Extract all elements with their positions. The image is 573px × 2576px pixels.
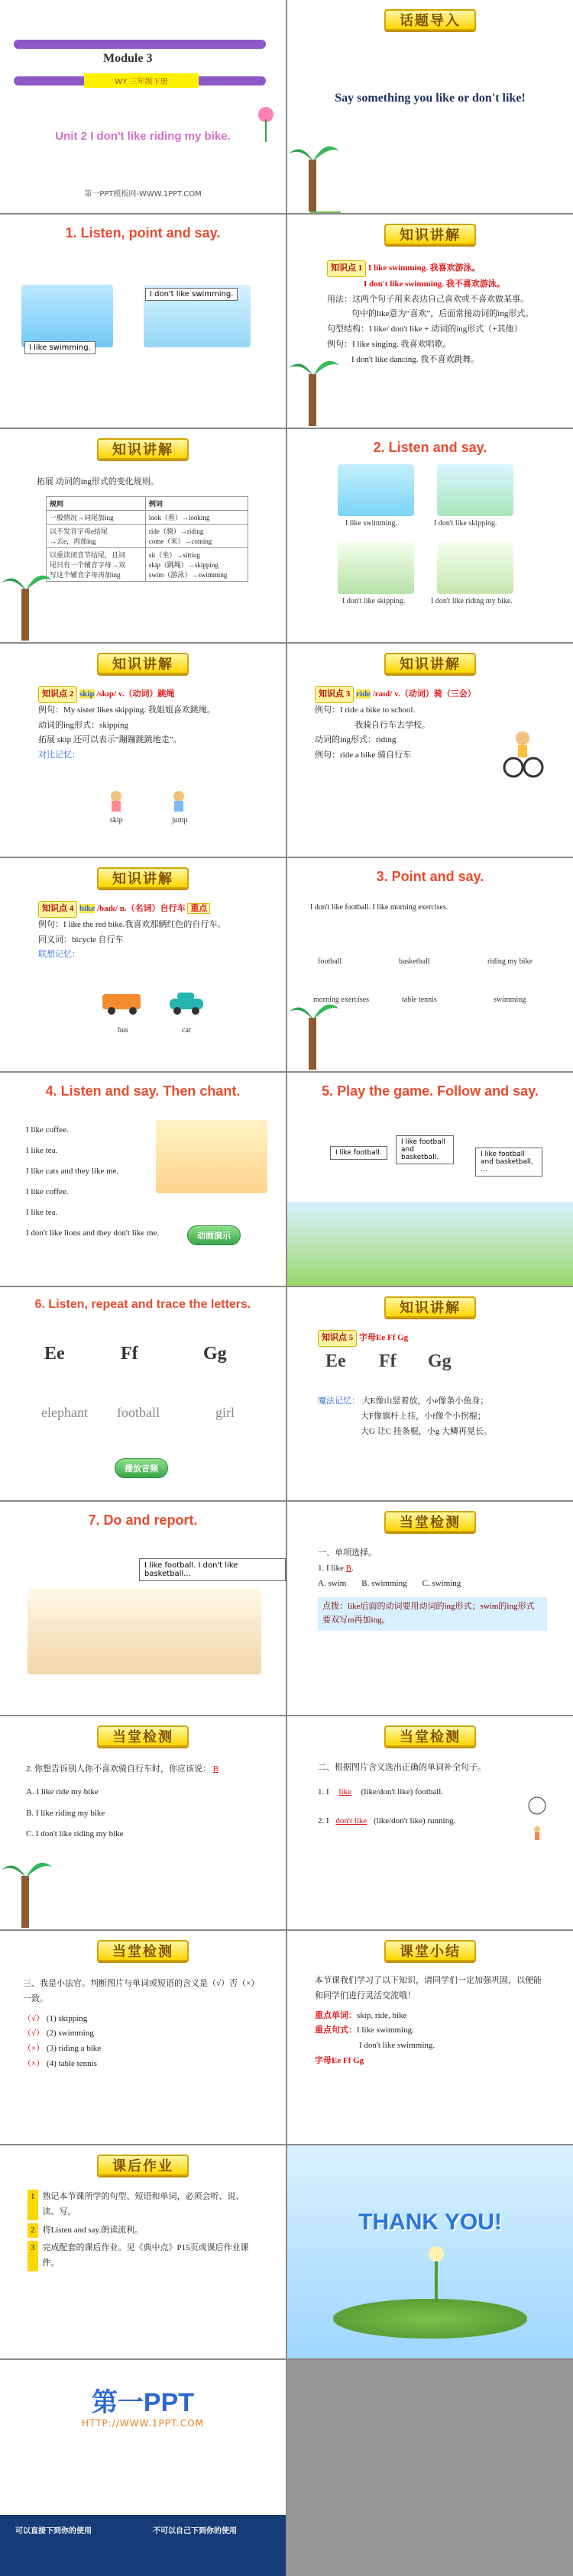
quiz-question: 1. I like bbox=[318, 1563, 344, 1573]
example-1-cn: 我骑自行车去学校。 bbox=[354, 720, 430, 730]
ride-content bbox=[315, 686, 521, 763]
palm-tree-icon bbox=[287, 987, 341, 1071]
slide-title: 1. Listen, point and say. bbox=[65, 225, 221, 240]
word-elephant: elephant bbox=[41, 1405, 88, 1420]
word-jump-label: jump bbox=[172, 816, 188, 825]
example-sentence: 例句：I like the red bike.我喜欢那辆红色的自行车。 bbox=[38, 919, 226, 929]
flower-icon bbox=[254, 105, 278, 145]
option-c: C. I don't like riding my bike bbox=[26, 1829, 124, 1839]
slide-banner: 当堂检测 bbox=[97, 1725, 189, 1747]
rhyme-2: 大F像旗杆上挂，小f像个小拐棍； bbox=[361, 1411, 486, 1421]
letters-point bbox=[318, 1330, 408, 1347]
trace-letter-f: Ff bbox=[379, 1351, 397, 1371]
bus-icon bbox=[99, 988, 144, 1018]
homework-item-2: 将Listen and say.朗读流利。 bbox=[42, 2225, 144, 2235]
summary-intro: 本节课我们学习了以下知识，请同学们一定加强巩固，以便能和同学们进行灵活交流哦！ bbox=[315, 1976, 542, 2000]
slide-title: 6. Listen, repeat and trace the letters. bbox=[34, 1298, 251, 1311]
extension: 拓展 skip 还可以表示“蹦蹦跳跳地走”。 bbox=[38, 735, 182, 745]
slide-title bbox=[0, 0, 286, 213]
skip-content bbox=[38, 686, 267, 763]
park-background bbox=[287, 1202, 573, 1286]
line-2-answer: don't like bbox=[335, 1816, 367, 1825]
table-cell: 以重读闭音节结尾，且词 尾只有一个辅音字母→双 写这个辅音字母再加ing bbox=[47, 548, 146, 582]
homework-item-3: 完成配套的课后作业。见《典中点》P15页或课后作业课件。 bbox=[42, 2243, 249, 2268]
brand-url: HTTP://WWW.1PPT.COM bbox=[82, 2418, 204, 2429]
activity-table-tennis: table tennis bbox=[402, 996, 437, 1004]
slide-point-say bbox=[287, 858, 573, 1071]
chant-line: I like cats and they like me. bbox=[26, 1166, 119, 1176]
quiz-answer: B bbox=[212, 1764, 219, 1774]
caption-4: I don't like riding my bike. bbox=[431, 597, 513, 605]
activity-football: football bbox=[318, 957, 342, 966]
key-sentence-2: I don't like swimming. bbox=[359, 2041, 435, 2051]
footer-right-title: 不可以自己下到你的使用 bbox=[153, 2527, 237, 2536]
letters-focus: 字母Ee Ff Gg bbox=[359, 1333, 409, 1342]
quiz-content bbox=[318, 1546, 547, 1631]
flower-plant-icon bbox=[420, 2243, 452, 2307]
slide-play-game bbox=[287, 1073, 573, 1286]
trace-letter-e: Ee bbox=[325, 1351, 346, 1371]
slide-title: 2. Listen and say. bbox=[373, 440, 487, 455]
table-cell: look（看）→looking bbox=[145, 511, 248, 525]
knowledge-content bbox=[327, 260, 556, 368]
activity-riding-bike: riding my bike bbox=[487, 957, 533, 966]
quiz-4-content bbox=[23, 1977, 260, 2072]
table-header-example: 例词 bbox=[145, 497, 248, 511]
slide-knowledge-1 bbox=[287, 215, 573, 428]
letters-g: Gg bbox=[203, 1344, 227, 1364]
picture-3 bbox=[338, 542, 414, 594]
quiz-period: . bbox=[351, 1563, 354, 1573]
key-sentences-label: 重点句式： bbox=[315, 2026, 357, 2035]
line-1-answer: like bbox=[338, 1787, 351, 1796]
picture-2 bbox=[437, 464, 513, 516]
palm-tree-icon bbox=[287, 344, 341, 428]
slide-thank-you bbox=[287, 2145, 573, 2358]
knowledge-point-tag: 知识点 5 bbox=[318, 1330, 357, 1347]
purple-rod bbox=[14, 40, 266, 49]
slide-quiz-2 bbox=[0, 1716, 286, 1929]
slide-listen-say bbox=[287, 429, 573, 642]
sentence-1: I like swimming. 我喜欢游泳。 bbox=[368, 263, 481, 273]
letters-f: Ff bbox=[121, 1344, 138, 1364]
mark-3: （×） bbox=[23, 2044, 45, 2054]
example-1: 例句：I like singing. 我喜欢唱歌。 bbox=[327, 339, 452, 349]
slide-banner: 知识讲解 bbox=[384, 653, 476, 674]
slide-do-report bbox=[0, 1502, 286, 1715]
mark-2: （√） bbox=[23, 2029, 45, 2039]
speech-bubble-like: I like swimming. bbox=[24, 341, 96, 354]
slide-title: 5. Play the game. Follow and say. bbox=[322, 1083, 539, 1099]
word-car-label: car bbox=[182, 1026, 192, 1035]
slide-banner: 知识讲解 bbox=[97, 867, 189, 889]
speech-bubble-3: I like football and basketball, ... bbox=[475, 1148, 542, 1177]
homework-num-2: 2 bbox=[28, 2223, 38, 2239]
line-1-start: 1. I bbox=[318, 1787, 329, 1796]
example-1: 例句：I ride a bike to school. bbox=[315, 705, 416, 715]
slide-quiz-4 bbox=[0, 1931, 286, 2144]
prompt-text: Say something you like or don't like! bbox=[335, 92, 526, 105]
activity-swimming: swimming bbox=[494, 996, 526, 1004]
chant-picture bbox=[156, 1120, 267, 1193]
word-pronunciation: /raɪd/ v.（动词）骑（三会） bbox=[372, 689, 476, 699]
swimming-picture-left bbox=[21, 285, 113, 347]
homework-num-3: 3 bbox=[28, 2241, 38, 2271]
chant-line: I like tea. bbox=[26, 1145, 58, 1155]
animation-demo-button[interactable]: 动画演示 bbox=[187, 1225, 241, 1245]
key-words-value: skip, ride, bike bbox=[357, 2010, 407, 2020]
rhyme-3: 大G 让C 挂条棍，小g 大鳞再晃长。 bbox=[361, 1426, 493, 1436]
speech-bubble-1: I like football. bbox=[330, 1146, 387, 1160]
table-cell: 一般情况→词尾加ing bbox=[47, 511, 146, 525]
option-a: A. I like ride my bike bbox=[26, 1787, 99, 1796]
activity-basketball: basketball bbox=[399, 957, 430, 966]
chant-line: I like coffee. bbox=[26, 1125, 69, 1135]
homework-item-1: 熟记本节课所学的句型、短语和单词，必须会听、说、读、写。 bbox=[42, 2192, 244, 2216]
slide-quiz-1 bbox=[287, 1502, 573, 1715]
speech-bubble-2: I like football and basketball. bbox=[396, 1135, 454, 1164]
table-lead: 拓展 动词的ing形式的变化规则。 bbox=[37, 477, 159, 486]
knowledge-point-tag: 知识点 4 bbox=[38, 901, 77, 918]
publisher-badge: WY 三年级下册 bbox=[84, 73, 199, 88]
example-2: I don't like dancing. 我不喜欢跳舞。 bbox=[351, 354, 480, 364]
slide-listen-chant bbox=[0, 1073, 286, 1286]
caption-1: I like swimming. bbox=[345, 519, 398, 528]
brand-name: 第一PPT bbox=[91, 2388, 195, 2417]
slide-knowledge-letters bbox=[287, 1287, 573, 1500]
slide-knowledge-bike bbox=[0, 858, 286, 1071]
quiz-2-content bbox=[26, 1762, 255, 1842]
rhyme-label: 魔法记忆： bbox=[318, 1396, 360, 1406]
table-header-rule: 规则 bbox=[47, 497, 146, 511]
slide-banner: 课后作业 bbox=[97, 2155, 189, 2176]
word-pronunciation: /baɪk/ n.（名词）自行车 bbox=[96, 904, 186, 913]
brand-footer-bar bbox=[0, 2515, 286, 2576]
example-2: 例句：ride a bike 骑自行车 bbox=[315, 751, 412, 760]
slide-banner: 知识讲解 bbox=[384, 224, 476, 245]
quiz-heading: 三、我是小法官。判断图片与单词或短语的含义是（√）否（×）一致。 bbox=[23, 1979, 260, 2003]
word-pronunciation: /skɪp/ v.（动词）跳绳 bbox=[96, 689, 175, 699]
usage-text-2: 句中的like意为“喜欢”，后面常接动词的ing形式。 bbox=[351, 309, 534, 319]
activity-morning-exercises: morning exercises bbox=[313, 996, 370, 1004]
car-icon bbox=[165, 988, 209, 1018]
slide-banner: 课堂小结 bbox=[384, 1940, 476, 1961]
football-icon bbox=[527, 1796, 547, 1816]
caption-3: I don't like skipping. bbox=[342, 597, 406, 605]
slide-banner: 当堂检测 bbox=[384, 1511, 476, 1532]
palm-tree-icon bbox=[0, 1845, 53, 1929]
slide-banner: 当堂检测 bbox=[384, 1725, 476, 1747]
slide-trace-letters bbox=[0, 1287, 286, 1500]
association-label: 联想记忆： bbox=[38, 950, 80, 960]
structure-text: 句型结构：I like/ don't like + 动词的ing形式（+其他） bbox=[327, 324, 523, 334]
chant-line: I don't like lions and they don't like me. bbox=[26, 1228, 160, 1238]
slide-title: 3. Point and say. bbox=[376, 869, 484, 884]
picture-4 bbox=[437, 542, 513, 594]
item-2: (2) swimming bbox=[46, 2029, 94, 2039]
caption-2: I don't like skipping. bbox=[434, 519, 497, 528]
option-a: A. swim bbox=[318, 1578, 347, 1588]
homework-list bbox=[28, 2190, 257, 2271]
top-sentence: I don't like football. I like morning exercises. bbox=[310, 903, 448, 912]
tip-box: 点拨：like后面的动词要用动词的ing形式；swim的ing形式要双写m再加ing。 bbox=[318, 1597, 547, 1630]
chant-line: I like coffee. bbox=[26, 1186, 69, 1196]
quiz-answer: B bbox=[345, 1563, 352, 1573]
quiz-heading: 二、根据图片含义选出正确的单词补全句子。 bbox=[318, 1763, 486, 1772]
word-skip: skip bbox=[79, 689, 95, 699]
trace-letter-g: Gg bbox=[428, 1351, 452, 1371]
synonym: 同义词：bicycle 自行车 bbox=[38, 935, 124, 944]
slide-homework bbox=[0, 2145, 286, 2358]
module-title: Module 3 bbox=[103, 52, 153, 65]
slide-listen-point-say bbox=[0, 215, 286, 428]
table-cell: sit（坐）→sitting skip（跳绳）→skipping swim（游泳）→swimming bbox=[145, 548, 248, 582]
word-football: football bbox=[117, 1405, 160, 1420]
slide-title: 4. Listen and say. Then chant. bbox=[45, 1083, 241, 1099]
ing-rule-table bbox=[46, 496, 248, 582]
quiz-question: 2. 你想告诉别人你不喜欢骑自行车时，你应该说： bbox=[26, 1764, 211, 1774]
chant-lines bbox=[26, 1120, 159, 1244]
key-sentence-1: I like swimming. bbox=[357, 2026, 414, 2035]
option-c: C. swiming bbox=[422, 1578, 461, 1588]
item-3: (3) riding a bike bbox=[46, 2044, 102, 2054]
line-1-end: (like/don't like) football. bbox=[361, 1787, 444, 1796]
table-cell: 以不发音字母e结尾 →去e，再加ing bbox=[47, 525, 146, 548]
chant-line: I like tea. bbox=[26, 1207, 58, 1217]
footer-left-title: 可以直接下到你的使用 bbox=[15, 2527, 92, 2536]
thank-you-text: THANK YOU! bbox=[358, 2210, 502, 2235]
footer-text: 第一PPT模板网-WWW.1PPT.COM bbox=[84, 190, 202, 199]
slide-knowledge-ride bbox=[287, 644, 573, 857]
example-sentence: 例句：My sister likes skipping. 我姐姐喜欢跳绳。 bbox=[38, 705, 215, 715]
slide-summary bbox=[287, 1931, 573, 2144]
quiz-3-content bbox=[318, 1761, 547, 1829]
mark-1: （√） bbox=[23, 2013, 45, 2023]
homework-num-1: 1 bbox=[28, 2190, 38, 2220]
slide-knowledge-skip bbox=[0, 644, 286, 857]
word-skip-label: skip bbox=[110, 816, 123, 825]
riding-bike-icon bbox=[498, 728, 547, 781]
slide-brand-footer bbox=[0, 2360, 286, 2576]
bike-content bbox=[38, 901, 267, 963]
slide-banner: 当堂检测 bbox=[97, 1940, 189, 1961]
slide-title: 7. Do and report. bbox=[88, 1512, 198, 1528]
knowledge-point-tag: 知识点 2 bbox=[38, 686, 77, 703]
palm-tree-icon bbox=[0, 558, 53, 642]
word-bus-label: bus bbox=[118, 1026, 128, 1035]
running-icon bbox=[527, 1825, 547, 1845]
line-2-start: 2. I bbox=[318, 1816, 329, 1825]
slide-topic-intro bbox=[287, 0, 573, 213]
speech-bubble: I like football. I don't like basketball... bbox=[139, 1558, 286, 1581]
word-girl: girl bbox=[215, 1405, 235, 1420]
slide-banner: 知识讲解 bbox=[97, 438, 189, 460]
option-b: B. I like riding my bike bbox=[26, 1808, 105, 1818]
knowledge-point-tag: 知识点 3 bbox=[315, 686, 354, 703]
palm-tree-icon bbox=[287, 129, 341, 213]
slide-quiz-3 bbox=[287, 1716, 573, 1929]
key-tag: 重点 bbox=[187, 903, 210, 914]
jumping-icon bbox=[163, 789, 194, 815]
summary-content bbox=[315, 1974, 544, 2069]
play-audio-button[interactable]: 播放音频 bbox=[115, 1458, 168, 1478]
option-b: B. swimming bbox=[361, 1578, 407, 1588]
rhyme-1: 大E像山竖着放，小e像条小鱼身； bbox=[361, 1396, 489, 1406]
word-ride: ride bbox=[356, 689, 371, 699]
table-cell: ride（骑）→riding come（来）→coming bbox=[145, 525, 248, 548]
key-letters: 字母Ee Ff Gg bbox=[315, 2055, 364, 2065]
key-words-label: 重点单词： bbox=[315, 2010, 357, 2020]
letters-e: Ee bbox=[44, 1344, 65, 1364]
speech-bubble-dont-like: I don't like swimming. bbox=[145, 288, 238, 301]
compare-label: 对比记忆： bbox=[38, 751, 80, 760]
slide-knowledge-ing bbox=[0, 429, 286, 642]
mark-4: （×） bbox=[23, 2058, 45, 2068]
rhyme-block bbox=[318, 1394, 555, 1439]
ing-form: 动词的ing形式：riding bbox=[315, 735, 397, 745]
word-bike: bike bbox=[79, 904, 96, 913]
slide-banner: 话题导入 bbox=[384, 9, 476, 31]
picture-1 bbox=[338, 464, 414, 516]
slide-banner: 知识讲解 bbox=[384, 1296, 476, 1318]
line-2-end: (like/don't like) running. bbox=[373, 1816, 456, 1825]
quiz-heading: 一、单项选择。 bbox=[318, 1548, 377, 1558]
skipping-icon bbox=[101, 789, 131, 815]
slide-banner: 知识讲解 bbox=[97, 653, 189, 674]
empty-slide-space bbox=[287, 2360, 573, 2576]
item-4: (4) table tennis bbox=[46, 2058, 97, 2068]
unit-title: Unit 2 I don't like riding my bike. bbox=[55, 130, 231, 143]
ing-form: 动词的ing形式：skipping bbox=[38, 720, 128, 730]
item-1: (1) skipping bbox=[46, 2013, 88, 2023]
knowledge-point-tag: 知识点 1 bbox=[327, 260, 366, 277]
sentence-2: I don't like swimming. 我不喜欢游泳。 bbox=[364, 279, 505, 289]
classroom-picture bbox=[28, 1589, 261, 1674]
usage-text: 用法：这两个句子用来表达自己喜欢或不喜欢做某事。 bbox=[327, 294, 529, 304]
